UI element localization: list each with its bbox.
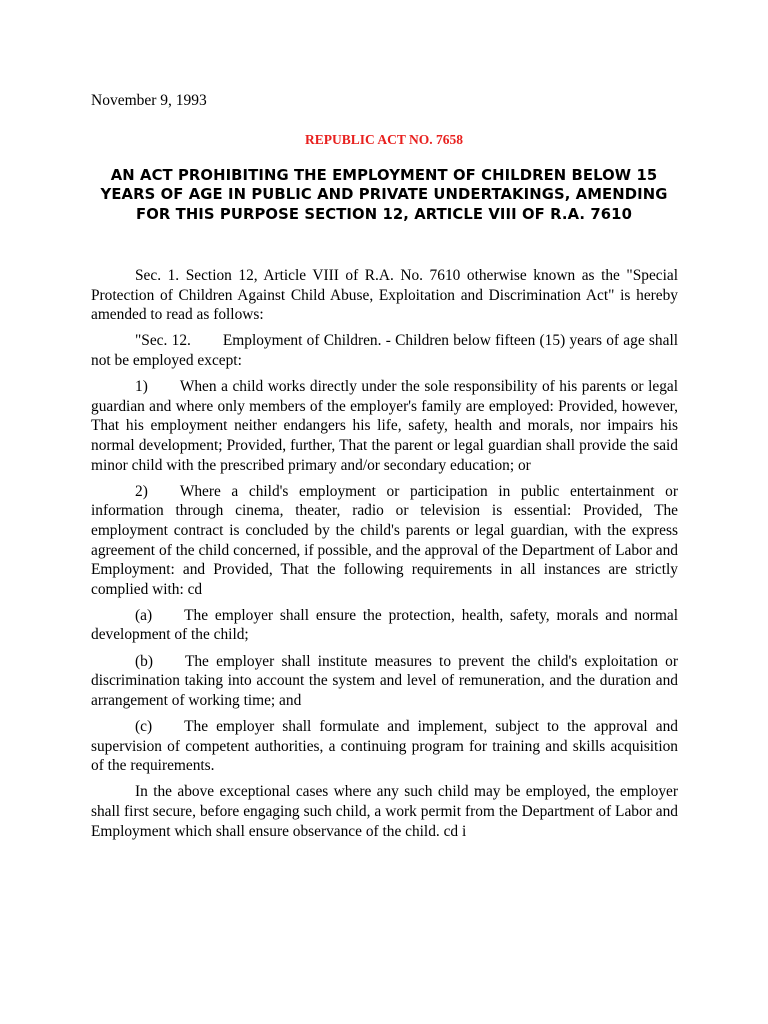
paragraph-text: Employment of Children. - Children below fifteen (15) years of age shall not be employed except: xyxy=(91,332,678,369)
republic-act-number: REPUBLIC ACT NO. 7658 xyxy=(304,132,464,147)
document-body xyxy=(91,266,678,841)
paragraph-text: The employer shall formulate and implement, subject to the approval and supervision of competent authorities, a continuing program for training and skills acquisition of the requirements. xyxy=(91,718,678,775)
paragraph-text: In the above exceptional cases where any such child may be employed, the employer shall first secure, before engaging such child, a work permit from the Department of Labor and Employment which shall ensure observance of the child. cd i xyxy=(91,783,678,840)
list-label: 1) xyxy=(135,378,148,396)
section-1-paragraph xyxy=(91,266,678,325)
requirement-b-paragraph xyxy=(91,652,678,711)
exception-2-paragraph xyxy=(91,482,678,600)
section-label: "Sec. 12. xyxy=(135,332,191,350)
section-12-paragraph xyxy=(91,331,678,370)
list-label: (a) xyxy=(135,606,153,624)
requirement-a-paragraph xyxy=(91,606,678,645)
paragraph-text: Sec. 1. Section 12, Article VIII of R.A. No. 7610 otherwise known as the "Special Protection of Children Against Child Abuse, Exploitation and Discrimination Act" is hereby amended to read as follows: xyxy=(91,267,678,324)
paragraph-text: When a child works directly under the sole responsibility of his parents or legal guardian and where only members of the employer's family are employed: Provided, however, That his employment neither endangers his life, safety, health and morals, nor impairs his normal development; Provided, further, That the parent or legal guardian shall provide the said minor child with the prescribed primary and/or secondary education; or xyxy=(91,378,678,474)
requirement-c-paragraph xyxy=(91,717,678,776)
paragraph-text: The employer shall institute measures to prevent the child's exploitation or discrimination taking into account the system and level of remuneration, and the duration and arrangement of working time; and xyxy=(91,652,678,709)
exception-1-paragraph xyxy=(91,377,678,475)
list-label: 2) xyxy=(135,482,148,500)
list-label: (c) xyxy=(135,718,153,736)
paragraph-text: Where a child's employment or participation in public entertainment or information through cinema, theater, radio or television is essential: Provided, The employment contract is concluded by the child's parents or legal guardian, with the express agreement of the child concerned, if possible, and the approval of the Department of Labor and Employment: and Provided, That the following requirements in all instances are strictly complied with: cd xyxy=(91,482,678,598)
document-date: November 9, 1993 xyxy=(91,92,207,109)
act-title: AN ACT PROHIBITING THE EMPLOYMENT OF CHILDREN BELOW 15 YEARS OF AGE IN PUBLIC AND PRIVATE UNDERTAKINGS, AMENDING FOR THIS PURPOSE SECTION 12, ARTICLE VIII OF R.A. 7610 xyxy=(100,167,668,223)
list-label: (b) xyxy=(135,652,153,670)
work-permit-paragraph xyxy=(91,782,678,841)
paragraph-text: The employer shall ensure the protection, health, safety, morals and normal development of the child; xyxy=(91,606,678,644)
